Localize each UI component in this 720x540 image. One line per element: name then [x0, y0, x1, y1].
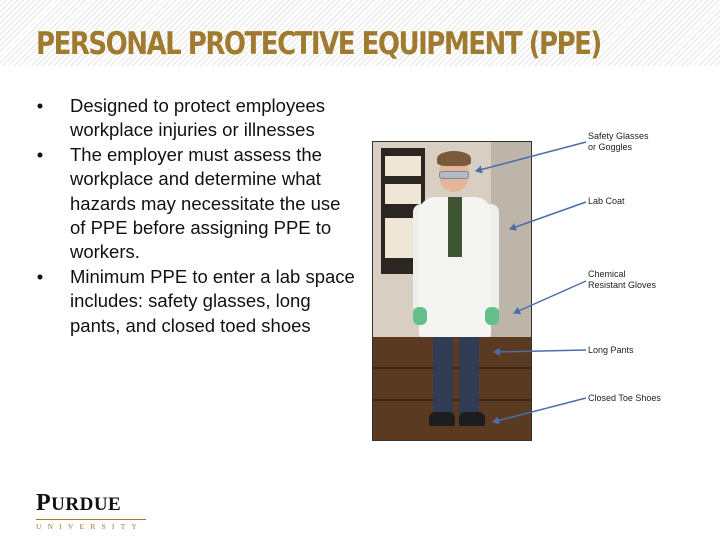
- slide-title: PERSONAL PROTECTIVE EQUIPMENT (PPE): [36, 26, 601, 62]
- bullet-mark: •: [36, 265, 44, 287]
- callout-safety-glasses: Safety Glasses or Goggles: [588, 131, 649, 152]
- bullet-text: Minimum PPE to enter a lab space includes: safety glasses, long pants, and closed toed shoes: [70, 265, 355, 336]
- purdue-logo: [36, 490, 148, 530]
- pants-leg-right: [459, 332, 479, 414]
- callout-gloves: Chemical Resistant Gloves: [588, 269, 657, 290]
- person-in-ppe: [373, 142, 532, 441]
- logo-rest: URDUE: [51, 494, 122, 515]
- shoe-right: [459, 412, 485, 426]
- pants-leg-left: [433, 332, 453, 414]
- bullet-list: [30, 94, 360, 338]
- shirt: [448, 197, 462, 257]
- callout-lab-coat: Lab Coat: [588, 196, 625, 206]
- glove-right: [485, 307, 499, 325]
- bullet-text: Designed to protect employees workplace injuries or illnesses: [70, 95, 326, 141]
- bullet-mark: •: [36, 95, 44, 116]
- shoe-left: [429, 412, 455, 426]
- callout-closed-toe-shoes: Closed Toe Shoes: [588, 393, 661, 403]
- logo-subtext: UNIVERSITY: [36, 522, 143, 531]
- hair: [437, 151, 471, 166]
- bullet-item: [30, 94, 360, 143]
- logo-rule: [36, 519, 146, 520]
- bullet-text: The employer must assess the workplace and determine what hazards may necessitate the use of PPE before assigning PPE to workers.: [70, 143, 341, 263]
- safety-goggles: [439, 171, 469, 179]
- callout-long-pants: Long Pants: [588, 345, 634, 355]
- logo-wordmark: [36, 490, 148, 518]
- ppe-photo: [372, 141, 532, 441]
- logo-initial: P: [36, 490, 52, 516]
- bullet-item: [30, 143, 360, 265]
- bullet-item: [30, 265, 360, 338]
- bullet-mark: •: [36, 143, 44, 165]
- glove-left: [413, 307, 427, 325]
